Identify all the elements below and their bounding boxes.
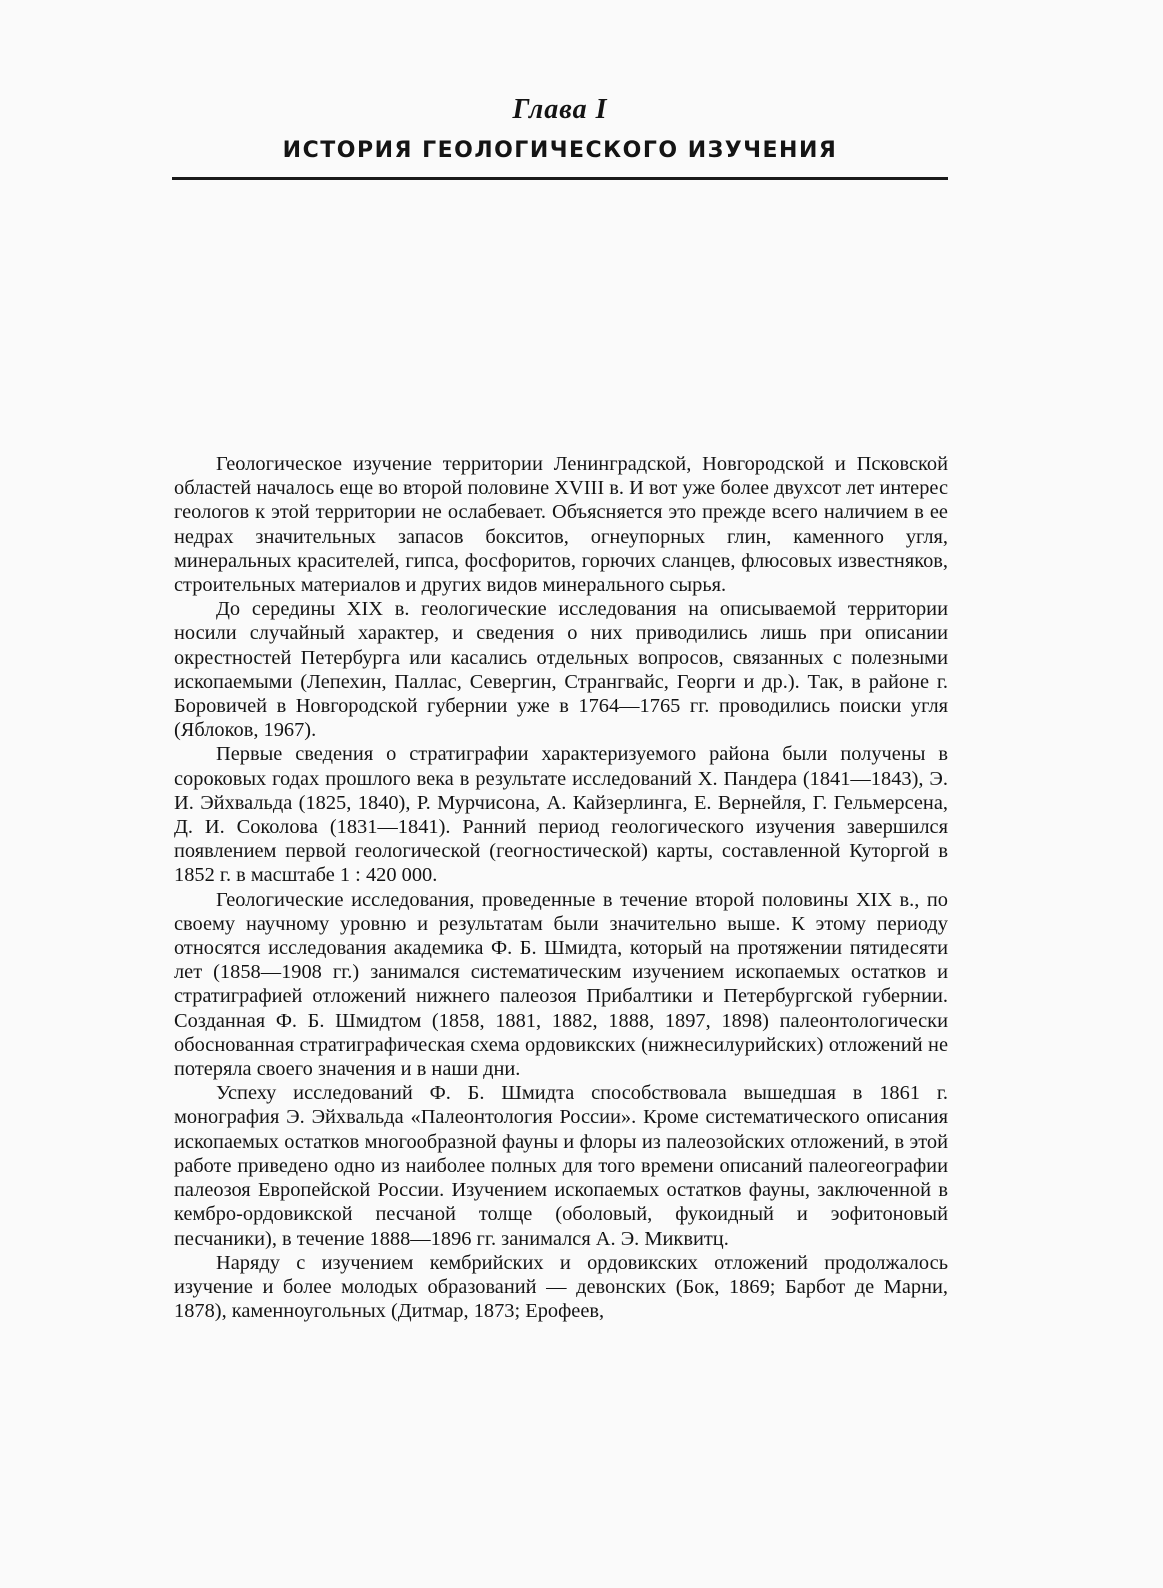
paragraph: Геологические исследования, проведенные в течение второй половины XIX в., по своему научному уровню и результатам были значительно выше. К этому периоду относятся исследования академика Ф. Б. Шмидта, который на протяжении пятидесяти лет (1858—1908 гг.) занимался систематическим изучением ископаемых остатков и стратиграфией отложений нижнего палеозоя Прибалтики и Петербургской губернии. Созданная Ф. Б. Шмидтом (1858, 1881, 1882, 1888, 1897, 1898) палеонтологически обоснованная стратиграфическая схема ордовикских (нижнесилурийских) отложений не потеряла своего значения и в наши дни. [174,888,948,1081]
paragraph: Геологическое изучение территории Ленинградской, Новгородской и Псковской областей началось еще во второй половине XVIII в. И вот уже более двухсот лет интерес геологов к этой территории не ослабевает. Объясняется это прежде всего наличием в ее недрах значительных запасов бокситов, огнеупорных глин, каменного угля, минеральных красителей, гипса, фосфоритов, горючих сланцев, флюсовых известняков, строительных материалов и других видов минерального сырья. [174,453,948,597]
paragraph: Успеху исследований Ф. Б. Шмидта способствовала вышедшая в 1861 г. монография Э. Эйхвальда «Палеонтология России». Кроме систематического описания ископаемых остатков многообразной фауны и флоры из палеозойских отложений, в этой работе приведено одно из наиболее полных для того времени описаний палеогеографии палеозоя Европейской России. Изучением ископаемых остатков фауны, заключенной в кембро-ордовикской песчаной толще (оболовый, фукоидный и эофитоновый песчаники), в течение 1888—1896 гг. занимался А. Э. Миквитц. [174,1082,948,1250]
chapter-title: ИСТОРИЯ ГЕОЛОГИЧЕСКОГО ИЗУЧЕНИЯ [282,138,838,163]
paragraph: Первые сведения о стратиграфии характеризуемого района были получены в сороковых годах прошлого века в результате исследований Х. Пандера (1841—1843), Э. И. Эйхвальда (1825, 1840), Р. Мурчисона, А. Кайзерлинга, Е. Вернейля, Г. Гельмерсена, Д. И. Соколова (1831—1841). Ранний период геологического изучения завершился появлением первой геологической (геогностической) карты, составленной Куторгой в 1852 г. в масштабе 1 : 420 000. [174,743,948,887]
chapter-label: Глава I [512,94,608,125]
paragraph: Наряду с изучением кембрийских и ордовикских отложений продолжалось изучение и более молодых образований — девонских (Бок, 1869; Барбот де Марни, 1878), каменноугольных (Дитмар, 1873; Ерофеев, [174,1251,948,1323]
paragraph: До середины XIX в. геологические исследования на описываемой территории носили случайный характер, и сведения о них приводились лишь при описании окрестностей Петербурга или касались отдельных вопросов, связанных с полезными ископаемыми (Лепехин, Паллас, Севергин, Странгвайс, Георги и др.). Так, в районе г. Боровичей в Новгородской губернии уже в 1764—1765 гг. проводились поиски угля (Яблоков, 1967). [174,598,948,742]
title-divider [172,177,948,180]
body-text [174,452,948,1323]
